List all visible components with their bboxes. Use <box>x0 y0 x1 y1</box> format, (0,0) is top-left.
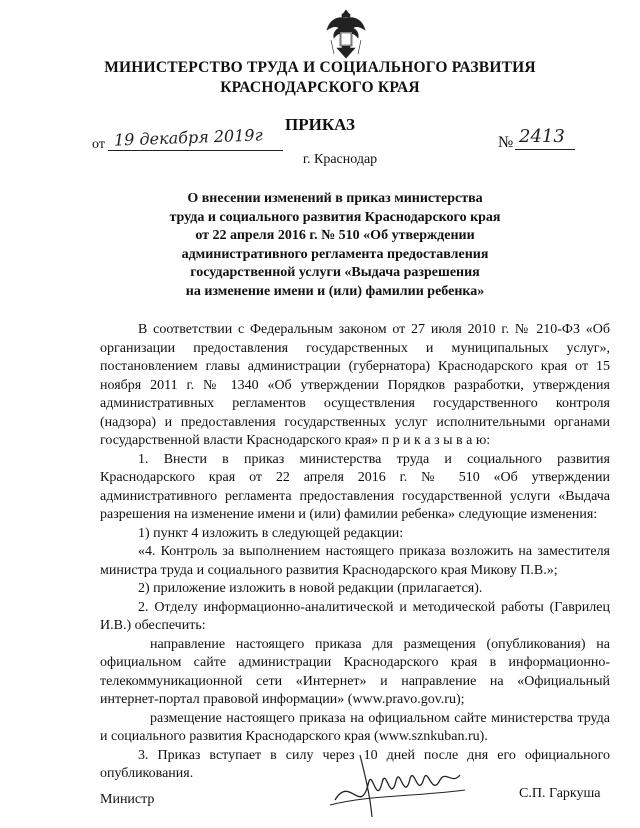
ministry-name-line1: МИНИСТЕРСТВО ТРУДА И СОЦИАЛЬНОГО РАЗВИТИЯ <box>104 59 536 76</box>
signer-name: С.П. Гаркуша <box>519 786 601 801</box>
title-line: на изменение имени и (или) фамилии ребенка» <box>185 283 485 299</box>
ministry-name-line2: КРАСНОДАРСКОГО КРАЯ <box>220 79 420 96</box>
title-line: административного регламента предоставления <box>181 246 489 262</box>
document-type: ПРИКАЗ <box>285 115 355 134</box>
body-paragraph: 3. Приказ вступает в силу через 10 дней после дня его официального опубликования. <box>100 747 610 781</box>
order-title <box>0 190 640 302</box>
date-underline <box>108 150 283 151</box>
body-paragraph: 1) пункт 4 изложить в следующей редакции: <box>138 525 404 541</box>
body-paragraph: направление настоящего приказа для размещения (опубликования) на официальном сайте администрации Краснодарского края в информационно-телекоммуникационной сети «Интернет» и направление на «Официальный интернет-портал правовой информации» (www.pravo.gov.ru); <box>100 636 610 707</box>
title-line: от 22 апреля 2016 г. № 510 «Об утверждении <box>195 228 475 244</box>
title-line: О внесении изменений в приказ министерства <box>187 191 483 206</box>
order-body <box>100 321 610 784</box>
date-prefix: от <box>92 137 105 152</box>
number-handwritten: 2413 <box>519 126 565 147</box>
body-paragraph: В соответствии с Федеральным законом от 27 июля 2010 г. № 210-ФЗ «Об организации предоставления государственных и муниципальных услуг», постановлением главы администрации (губернатора) Краснодарского края от 15 ноября 2011 г. № 1340 «Об утверждении Порядков разработки, утверждения административных регламентов осуществления государственного контроля (надзора) и предоставления государственных услуг исполнительными органами государственной власти Краснодарского края» п р и к а з ы в а ю: <box>100 322 610 448</box>
signature-scribble <box>320 745 470 820</box>
city: г. Краснодар <box>302 152 378 167</box>
body-paragraph: «4. Контроль за выполнением настоящего приказа возложить на заместителя министра труда и социального развития Краснодарского края Микову П.В.»; <box>100 544 610 578</box>
number-underline <box>515 149 575 150</box>
title-line: труда и социального развития Краснодарского края <box>169 209 501 225</box>
date-handwritten: 19 декабря 2019г <box>113 125 263 150</box>
title-line: государственной услуги «Выдача разрешения <box>190 265 480 281</box>
coat-of-arms-emblem <box>325 8 367 60</box>
body-paragraph: 2. Отделу информационно-аналитической и методической работы (Гаврилец И.В.) обеспечить: <box>100 599 610 633</box>
body-paragraph: размещение настоящего приказа на официальном сайте министерства труда и социального развития Краснодарского края (www.sznkuban.ru). <box>100 710 610 744</box>
signer-position: Министр <box>100 792 155 807</box>
number-label: № <box>498 134 514 151</box>
body-paragraph: 1. Внести в приказ министерства труда и социального развития Краснодарского края от 22 апреля 2016 г. № 510 «Об утверждении административного регламента предоставления государственной услуги «Выдача разрешения на изменение имени и (или) фамилии ребенка» следующие изменения: <box>100 451 610 522</box>
body-paragraph: 2) приложение изложить в новой редакции (прилагается). <box>138 581 483 596</box>
